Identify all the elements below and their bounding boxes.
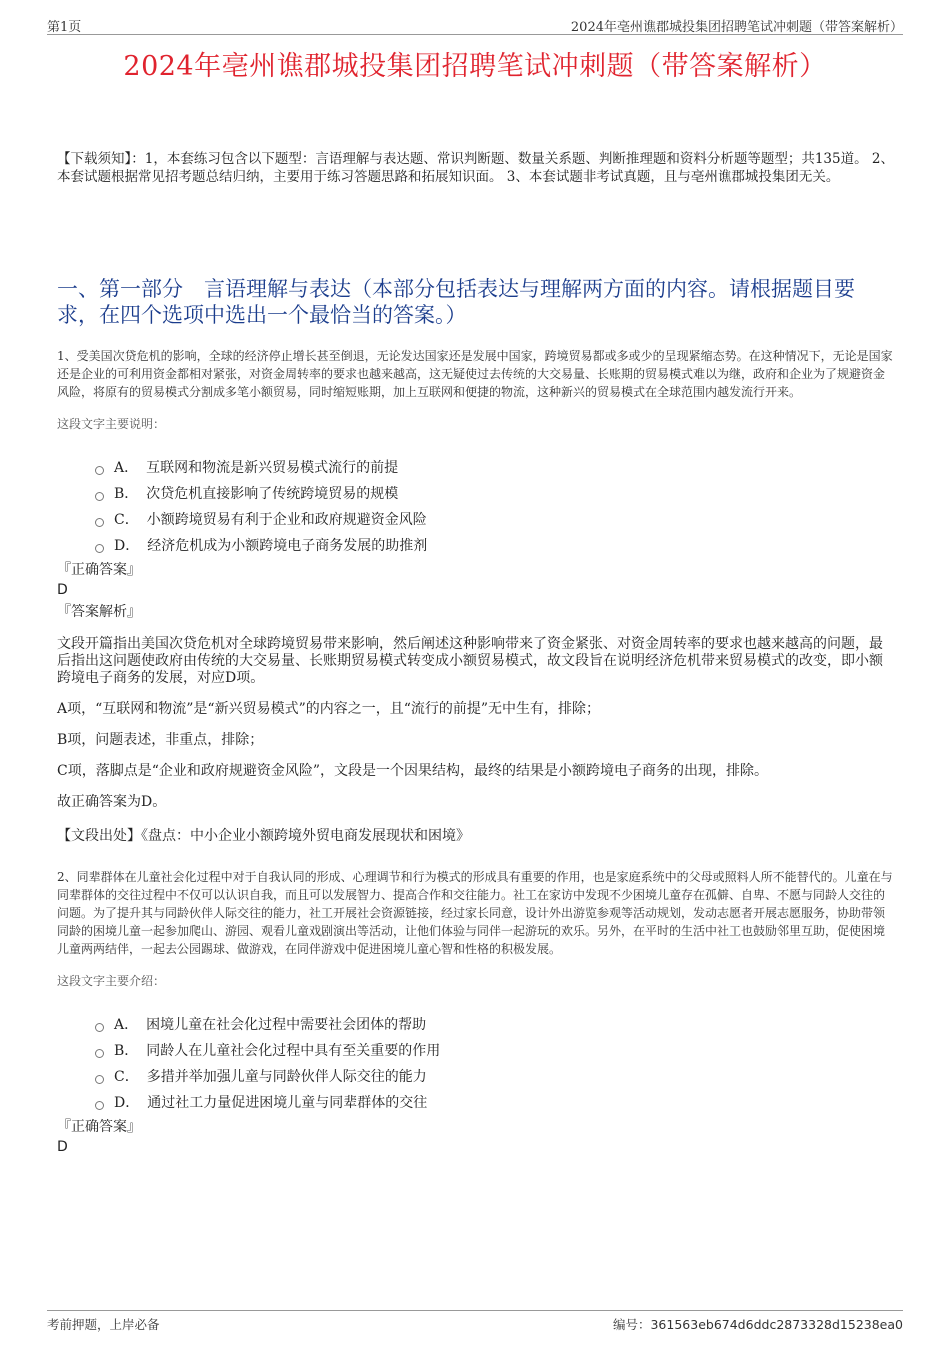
analysis-conclusion: 故正确答案为D。 xyxy=(57,794,167,810)
text-source: 【文段出处】《盘点：中小企业小额跨境外贸电商发展现状和困境》 xyxy=(57,828,470,844)
page-header xyxy=(47,14,903,35)
radio-icon[interactable] xyxy=(95,1075,104,1084)
analysis-label: 『答案解析』 xyxy=(57,604,141,620)
document-title: 2024年亳州谯郡城投集团招聘笔试冲刺题（带答案解析） xyxy=(123,51,827,82)
answer-value: D xyxy=(57,582,68,598)
header-doc-title: 2024年亳州谯郡城投集团招聘笔试冲刺题（带答案解析） xyxy=(570,20,903,35)
option-d[interactable] xyxy=(95,1089,895,1115)
option-letter: A． xyxy=(114,1017,139,1033)
question-prompt: 这段文字主要说明： xyxy=(57,417,166,431)
analysis-paragraph: B项，问题表述，非重点，排除； xyxy=(57,732,264,748)
radio-icon[interactable] xyxy=(95,544,104,553)
option-text: 同龄人在儿童社会化过程中具有至关重要的作用 xyxy=(146,1043,441,1059)
option-c[interactable] xyxy=(95,1063,895,1089)
option-text: 经济危机成为小额跨境电子商务发展的助推剂 xyxy=(147,538,428,554)
option-text: 困境儿童在社会化过程中需要社会团体的帮助 xyxy=(146,1017,427,1033)
analysis-paragraph: A项，“互联网和物流”是“新兴贸易模式”的内容之一，且“流行的前提”无中生有，排除； xyxy=(57,701,601,717)
answer-label: 『正确答案』 xyxy=(57,1119,141,1135)
option-text: 互联网和物流是新兴贸易模式流行的前提 xyxy=(146,460,399,476)
analysis-paragraph: 文段开篇指出美国次贷危机对全球跨境贸易带来影响，然后阐述这种影响带来了资金紧张、对资金周转率的要求也越来越高的问题，最后指出这问题使政府由传统的大交易量、长账期贸易模式转变成小额贸易模式，故文段旨在说明经济危机带来贸易模式的改变，即小额跨境电子商务的发展，对应D项。 xyxy=(57,636,883,686)
option-text: 通过社工力量促进困境儿童与同辈群体的交往 xyxy=(147,1095,428,1111)
option-a[interactable] xyxy=(95,1011,895,1037)
radio-icon[interactable] xyxy=(95,466,104,475)
option-list xyxy=(95,454,895,558)
radio-icon[interactable] xyxy=(95,518,104,527)
footer-code-value: 361563eb674d6ddc2873328d15238ea0 xyxy=(650,1317,903,1332)
option-c[interactable] xyxy=(95,506,895,532)
analysis-paragraph: C项，落脚点是“企业和政府规避资金风险”，文段是一个因果结构，最终的结果是小额跨境电子商务的出现，排除。 xyxy=(57,763,769,779)
option-d[interactable] xyxy=(95,532,895,558)
footer-slogan: 考前押题，上岸必备 xyxy=(47,1317,160,1332)
option-b[interactable] xyxy=(95,1037,895,1063)
radio-icon[interactable] xyxy=(95,1049,104,1058)
question-1 xyxy=(57,347,895,845)
option-text: 次贷危机直接影响了传统跨境贸易的规模 xyxy=(146,486,399,502)
option-letter: D． xyxy=(114,538,140,554)
footer-code xyxy=(613,1315,903,1333)
option-letter: B． xyxy=(114,486,139,502)
option-letter: C． xyxy=(114,512,139,528)
answer-value: D xyxy=(57,1139,68,1155)
radio-icon[interactable] xyxy=(95,1023,104,1032)
option-b[interactable] xyxy=(95,480,895,506)
option-letter: B． xyxy=(114,1043,139,1059)
option-letter: D． xyxy=(114,1095,140,1111)
radio-icon[interactable] xyxy=(95,492,104,501)
option-text: 多措并举加强儿童与同龄伙伴人际交往的能力 xyxy=(146,1069,427,1085)
page-number: 第1页 xyxy=(47,20,82,35)
question-2 xyxy=(57,868,895,1157)
option-letter: A． xyxy=(114,460,139,476)
option-list xyxy=(95,1011,895,1115)
option-a[interactable] xyxy=(95,454,895,480)
question-text: 2、同辈群体在儿童社会化过程中对于自我认同的形成、心理调节和行为模式的形成具有重要的作用，也是家庭系统中的父母或照料人所不能替代的。儿童在与同辈群体的交往过程中不仅可以认识自我，而且可以发展智力、提高合作和交往能力。社工在家访中发现不少困境儿童存在孤僻、自卑、不愿与同龄人交往的问题。为了提升其与同龄伙伴人际交往的能力，社工开展社会资源链接，经过家长同意，设计外出游览参观等活动规划，发动志愿者开展志愿服务，协助带领同龄的困境儿童一起参加爬山、游园、观看儿童戏剧演出等活动，让他们体验与同伴一起游玩的欢乐。另外，在平时的生活中社工也鼓励邻里互助，促使困境儿童两两结伴，一起去公园踢球、做游戏，在同伴游戏中促进困境儿童心智和性格的积极发展。 xyxy=(57,870,893,956)
radio-icon[interactable] xyxy=(95,1101,104,1110)
page-footer xyxy=(47,1310,903,1331)
question-prompt: 这段文字主要介绍： xyxy=(57,974,166,988)
option-letter: C． xyxy=(114,1069,139,1085)
answer-label: 『正确答案』 xyxy=(57,562,141,578)
download-notice: 【下载须知】：1，本套练习包含以下题型：言语理解与表达题、常识判断题、数量关系题、判断推理题和资料分析题等题型；共135道。 2、本套试题根据常见招考题总结归纳，主要用于练习答题思路和拓展知识面。 3、本套试题非考试真题，且与亳州谯郡城投集团无关。 xyxy=(57,151,894,185)
footer-code-label: 编号： xyxy=(612,1317,651,1332)
section-heading: 一、第一部分 言语理解与表达（本部分包括表达与理解两方面的内容。请根据题目要求，在四个选项中选出一个最恰当的答案。） xyxy=(57,277,855,327)
question-text: 1、受美国次贷危机的影响，全球的经济停止增长甚至倒退，无论发达国家还是发展中国家，跨境贸易都或多或少的呈现紧缩态势。在这种情况下，无论是国家还是企业的可利用资金都相对紧张，对资金周转率的要求也越来越高，这无疑使过去传统的大交易量、长账期的贸易模式难以为继，政府和企业为了规避资金风险，将原有的贸易模式分割成多笔小额贸易，同时缩短账期，加上互联网和便捷的物流，这种新兴的贸易模式在全球范围内越发流行开来。 xyxy=(57,349,893,399)
option-text: 小额跨境贸易有利于企业和政府规避资金风险 xyxy=(146,512,427,528)
